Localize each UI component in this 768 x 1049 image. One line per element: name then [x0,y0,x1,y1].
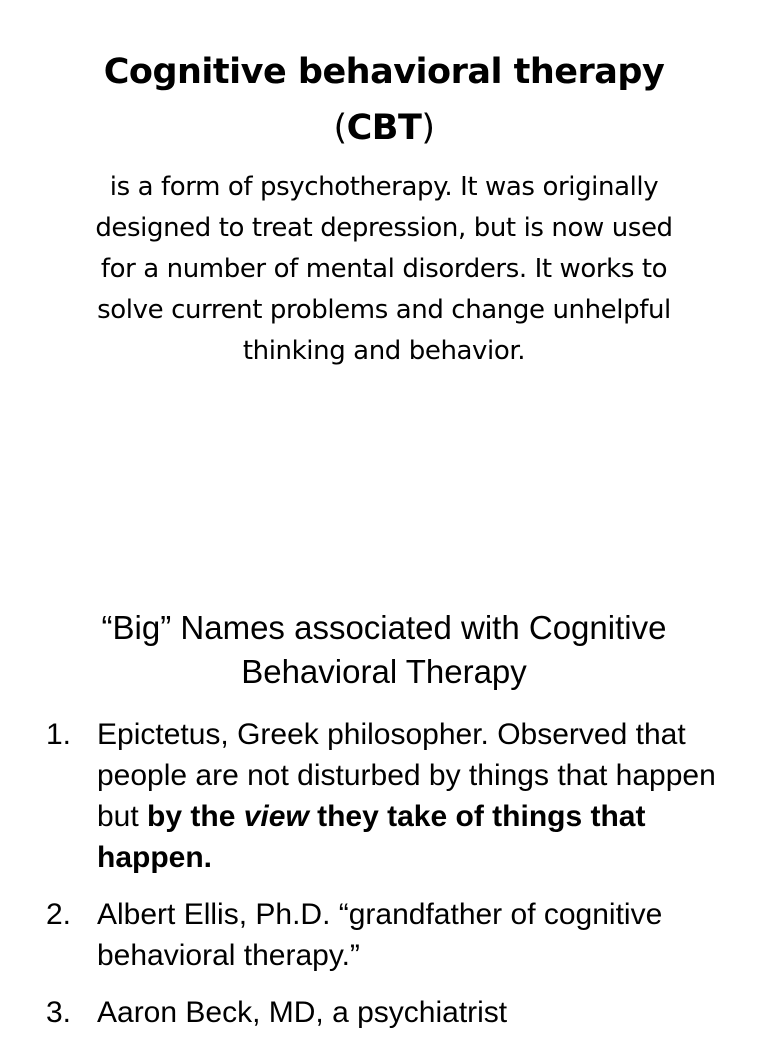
list-item [0,992,768,1033]
heading-line: Behavioral Therapy [241,653,527,690]
list-item [0,894,768,976]
list-number: 3. [46,996,72,1029]
intro-paragraph [50,167,718,372]
title-main: Cognitive behavioral therapy [103,52,665,92]
list-item-text: Epictetus, Greek philosopher. Observed that people are not disturbed by things that happen but [97,718,716,833]
intro-line: designed to treat depression, but is now used [95,213,673,243]
list-number: 2. [46,898,72,931]
emphasis-part: they take of things that happen. [97,800,646,874]
emphasis-part: by the [147,800,244,833]
list-item-text: Aaron Beck, MD, a psychiatrist [97,996,508,1029]
page-title [40,44,728,156]
list-item-text: Albert Ellis, Ph.D. “grandfather of cognitive behavioral therapy.” [97,898,663,972]
intro-line: solve current problems and change unhelpful [97,295,671,325]
list-item [0,714,768,878]
emphasis-text [97,800,645,874]
title-paren-open: ( [333,108,347,148]
slide-big-names [0,600,768,1029]
names-list [0,714,768,1049]
title-paren-close: ) [421,108,435,148]
heading-line: “Big” Names associated with Cognitive [101,609,667,646]
intro-line: for a number of mental disorders. It works to [100,254,668,284]
title-abbr: CBT [346,108,422,148]
intro-line: is a form of psychotherapy. It was originally [109,172,659,202]
list-number: 1. [46,718,72,751]
section-heading [30,606,738,694]
intro-line: thinking and behavior. [242,336,526,366]
slide-cbt-definition [0,0,768,400]
emphasis-italic: view [243,800,309,833]
